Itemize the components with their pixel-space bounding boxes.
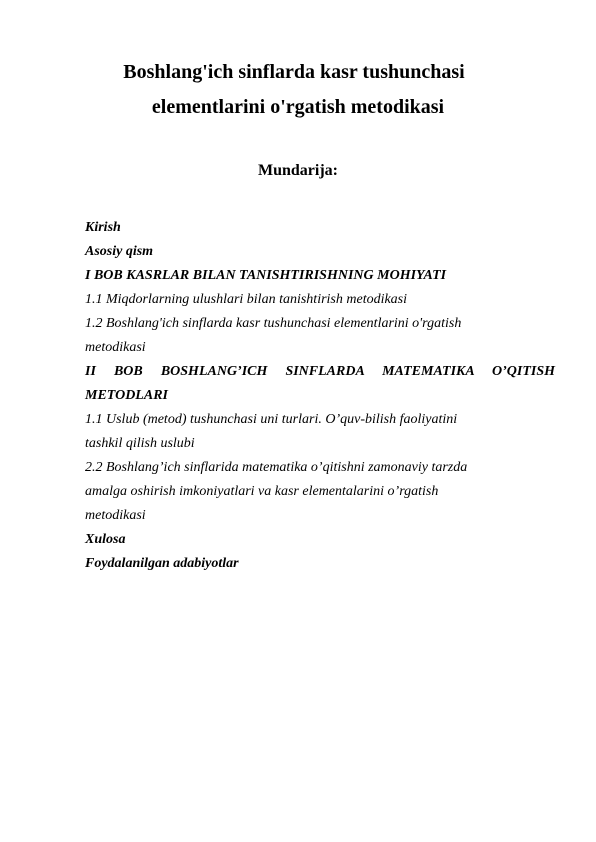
toc-entry: Asosiy qism	[85, 244, 154, 259]
table-of-contents	[85, 216, 555, 576]
toc-entry: I BOB KASRLAR BILAN TANISHTIRISHNING MOHIYATI	[85, 268, 447, 283]
toc-entry: II BOB BOSHLANG’ICH SINFLARDA MATEMATIKA O’QITISH	[85, 364, 555, 379]
toc-entry: 1.1 Miqdorlarning ulushlari bilan tanishtirish metodikasi	[85, 292, 408, 307]
toc-entry: METODLARI	[85, 388, 168, 403]
toc-entry: 2.2 Boshlang’ich sinflarida matematika o’qitishni zamonaviy tarzda	[85, 460, 468, 475]
toc-entry: amalga oshirish imkoniyatlari va kasr elementalarini o’rgatish	[85, 484, 439, 499]
toc-entry: metodikasi	[85, 340, 146, 355]
document-title-line-2: elementlarini o'rgatish metodikasi	[151, 96, 445, 118]
toc-entry: metodikasi	[85, 508, 146, 523]
toc-entry: tashkil qilish uslubi	[85, 436, 195, 451]
contents-heading: Mundarija:	[258, 162, 338, 179]
toc-entry: Xulosa	[85, 532, 126, 547]
toc-entry: Foydalanilgan adabiyotlar	[85, 556, 239, 571]
toc-entry: 1.2 Boshlang'ich sinflarda kasr tushunchasi elementlarini o'rgatish	[85, 316, 462, 331]
document-title-line-1: Boshlang'ich sinflarda kasr tushunchasi	[123, 61, 465, 83]
toc-entry: Kirish	[85, 220, 121, 235]
toc-entry: 1.1 Uslub (metod) tushunchasi uni turlari. O’quv-bilish faoliyatini	[85, 412, 458, 427]
